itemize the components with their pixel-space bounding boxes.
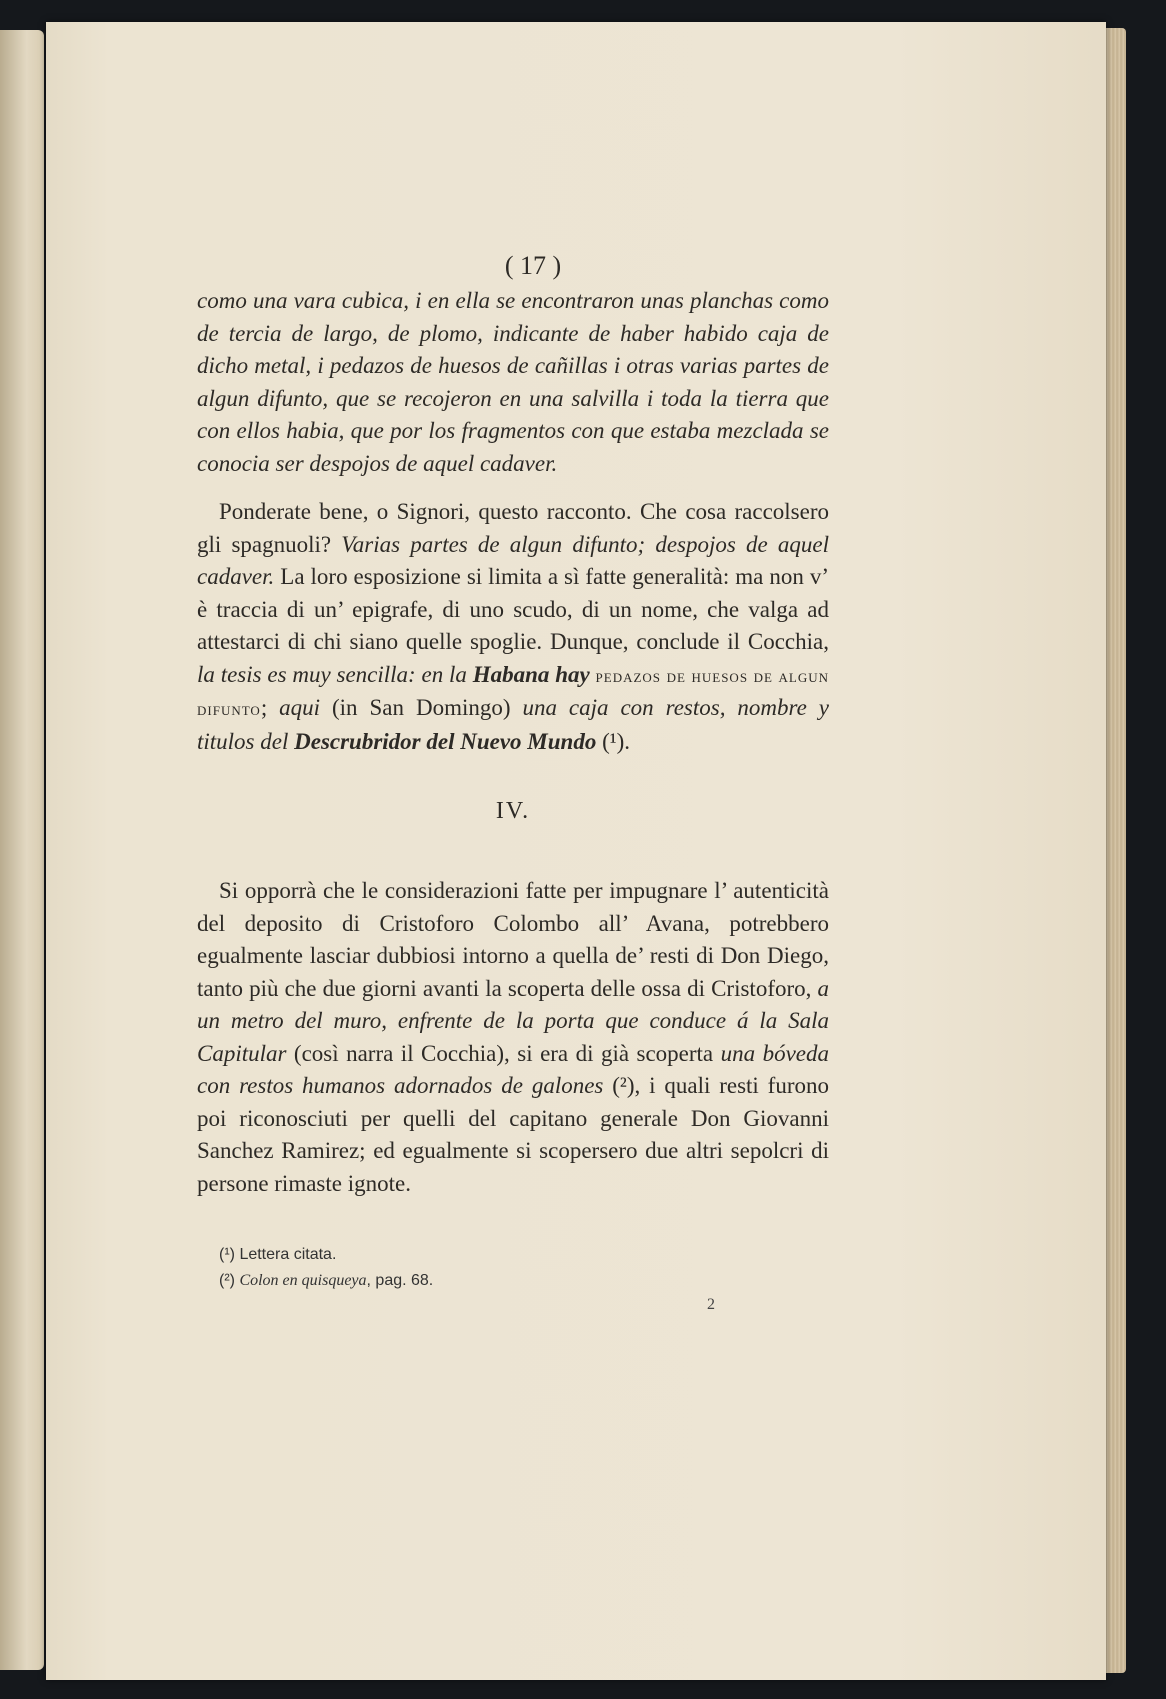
footnote-1-text: Lettera citata. (239, 1246, 337, 1263)
footnote-1-mark: (¹) (219, 1246, 235, 1263)
page-number: ( 17 ) (504, 251, 562, 280)
footnote-1 (219, 1242, 829, 1268)
text-run: una caja con restos, nombre y titulos del (197, 695, 829, 754)
footnote-2-rest: , pag. 68. (366, 1272, 434, 1289)
text-run: (in San Domingo) (320, 695, 523, 720)
text-run: a un metro del muro, enfrente de la porta que conduce á la Sala Capitular (197, 975, 829, 1066)
text-run: (²), i quali resti furono poi riconosciuti per quelli del capitano generale Don Giovanni Sanchez Ramirez; ed egualmente si scopersero due altri sepolcri di persone rimaste ignote. (197, 1073, 830, 1196)
footnote-2-mark: (²) (219, 1272, 235, 1289)
footnotes (197, 1242, 829, 1294)
page-content (197, 249, 830, 1313)
text-run: (¹). (596, 728, 631, 754)
facing-page-edge (0, 30, 44, 1670)
footnote-2-title: Colon en quisqueya (239, 1272, 367, 1289)
text-run: Ponderate bene, o Signori, questo racconto. Che cosa raccolsero gli spagnuoli? (197, 499, 829, 557)
text-run: (così narra il Cocchia), si era di già scoperta (286, 1040, 721, 1066)
text-run: ; (260, 695, 280, 720)
paragraph-ponderate (197, 496, 829, 758)
paragraph-si-opporra (197, 875, 829, 1200)
footnote-2 (219, 1268, 829, 1294)
text-run: La loro esposizione si limita a sì fatte generalità: ma non v’ è traccia di un’ epigrafe, di uno scudo, di un nome, che valga ad attestarci di chi siano quelle spoglie. Dunque, conclude il Cocchia, (197, 564, 829, 654)
text-run: una bóveda con restos humanos adornados de galones (197, 1040, 829, 1098)
text-run: pedazos de huesos de algun difunto (197, 665, 829, 719)
text-run: Descrubridor del Nuevo Mundo (294, 728, 597, 754)
signature-mark: 2 (707, 1296, 715, 1313)
paragraph-quote (197, 285, 829, 480)
text-run: como una vara cubica, i en ella se encontraron unas planchas como de tercia de largo, de plomo, indicante de haber habido caja de dicho metal, i pedazos de huesos de cañillas i otras varias partes de algun difunto, que se recojeron en una salvilla i toda la tierra que con ellos habia, que por los fragmentos con que estaba mezclada se conocia ser despojos de aquel cadaver. (197, 288, 829, 476)
text-run: Varias partes de algun difunto; despojos de aquel cadaver. (197, 531, 829, 589)
text-run: Habana hay (472, 661, 596, 687)
text-run: aqui (279, 695, 321, 720)
text-run: Si opporrà che le considerazioni fatte per impugnare l’ autenticità del deposito di Cristoforo Colombo all’ Avana, potrebbero egualmente lasciar dubbiosi intorno a quella de’ resti di Don Diego, tanto più che due giorni avanti la scoperta delle ossa di Cristoforo, (197, 878, 829, 1001)
section-heading: IV. (495, 798, 531, 824)
text-run: la tesis es muy sencilla: en la (197, 661, 473, 687)
